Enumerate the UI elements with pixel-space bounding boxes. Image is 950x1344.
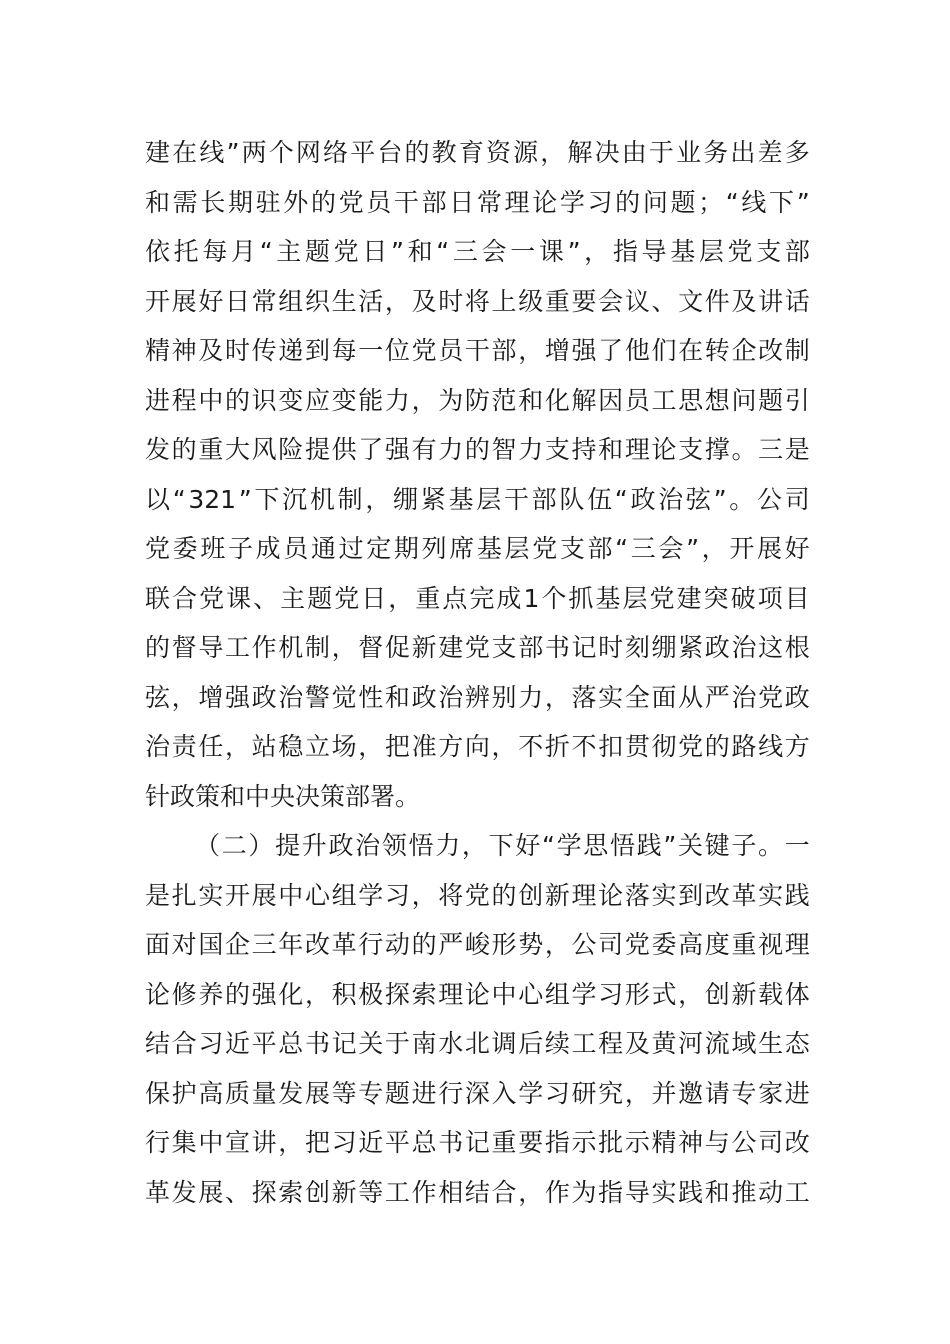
text-line: 革 发 展 、 探 索 创 新 等 工 作 相 结 合 ， 作 为 指 导 实 践 和 推 动 工 [145,1177,810,1207]
text-line: 和 需 长 期 驻 外 的 党 员 干 部 日 常 理 论 学 习 的 问 题 ； “ 线 下 ” [145,187,810,217]
text-line: 联 合 党 课 、 主 题 党 日 ， 重 点 完 成 1 个 抓 基 层 党 建 突 破 项 目 [145,583,810,613]
text-line: 精 神 及 时 传 递 到 每 一 位 党 员 干 部 ， 增 强 了 他 们 在 转 企 改 制 [145,336,810,365]
text-line: 治 责 任 ， 站 稳 立 场 ， 把 准 方 向 ， 不 折 不 扣 贯 彻 党 的 路 线 方 [145,732,810,761]
text-line: 建 在 线 ” 两 个 网 络 平 台 的 教 育 资 源 ， 解 决 由 于 业 务 出 差 多 [145,138,810,167]
text-line: 结 合 习 近 平 总 书 记 关 于 南 水 北 调 后 续 工 程 及 黄 河 流 域 生 态 [145,1029,810,1058]
text-line: 弦 ， 增 强 政 治 警 觉 性 和 政 治 辨 别 力 ， 落 实 全 面 从 严 治 党 政 [145,682,810,712]
text-line: 针政策和中央决策部署。 [145,781,421,811]
text-line: 进 程 中 的 识 变 应 变 能 力 ， 为 防 范 和 化 解 因 员 工 思 想 问 题 引 [145,385,810,415]
text-line: 开 展 好 日 常 组 织 生 活 ， 及 时 将 上 级 重 要 会 议 、 文 件 及 讲 话 [145,286,810,316]
text-line: 行 集 中 宣 讲 ， 把 习 近 平 总 书 记 重 要 指 示 批 示 精 神 与 公 司 改 [145,1128,810,1157]
text-line: 以 “ 321 ” 下 沉 机 制 ， 绷 紧 基 层 干 部 队 伍 “ 政 治 弦 ” 。 公 司 [145,484,810,514]
text-line: 发 的 重 大 风 险 提 供 了 强 有 力 的 智 力 支 持 和 理 论 支 撑 。 三 是 [145,435,810,464]
text-line: 党 委 班 子 成 员 通 过 定 期 列 席 基 层 党 支 部 “ 三 会 ” ， 开 展 好 [145,534,810,563]
text-line: 论 修 养 的 强 化 ， 积 极 探 索 理 论 中 心 组 学 习 形 式 ， 创 新 载 体 [145,979,810,1009]
text-line: 保 护 高 质 量 发 展 等 专 题 进 行 深 入 学 习 研 究 ， 并 邀 请 专 家 进 [145,1078,810,1108]
text-line: 是 扎 实 开 展 中 心 组 学 习 ， 将 党 的 创 新 理 论 落 实 到 改 革 实 践 [145,880,810,910]
text-line: 面 对 国 企 三 年 改 革 行 动 的 严 峻 形 势 ， 公 司 党 委 高 度 重 视 理 [145,930,810,959]
text-line: 的 督 导 工 作 机 制 ， 督 促 新 建 党 支 部 书 记 时 刻 绷 紧 政 治 这 根 [145,633,810,662]
body-text [145,128,810,1217]
section-heading-line: （ 二 ） 提 升 政 治 领 悟 力 ， 下 好 “ 学 思 悟 践 ” 关 键 子 。 一 [195,831,810,860]
text-line: 依 托 每 月 “ 主 题 党 日 ” 和 “ 三 会 一 课 ” ， 指 导 基 层 党 支 部 [145,237,810,266]
